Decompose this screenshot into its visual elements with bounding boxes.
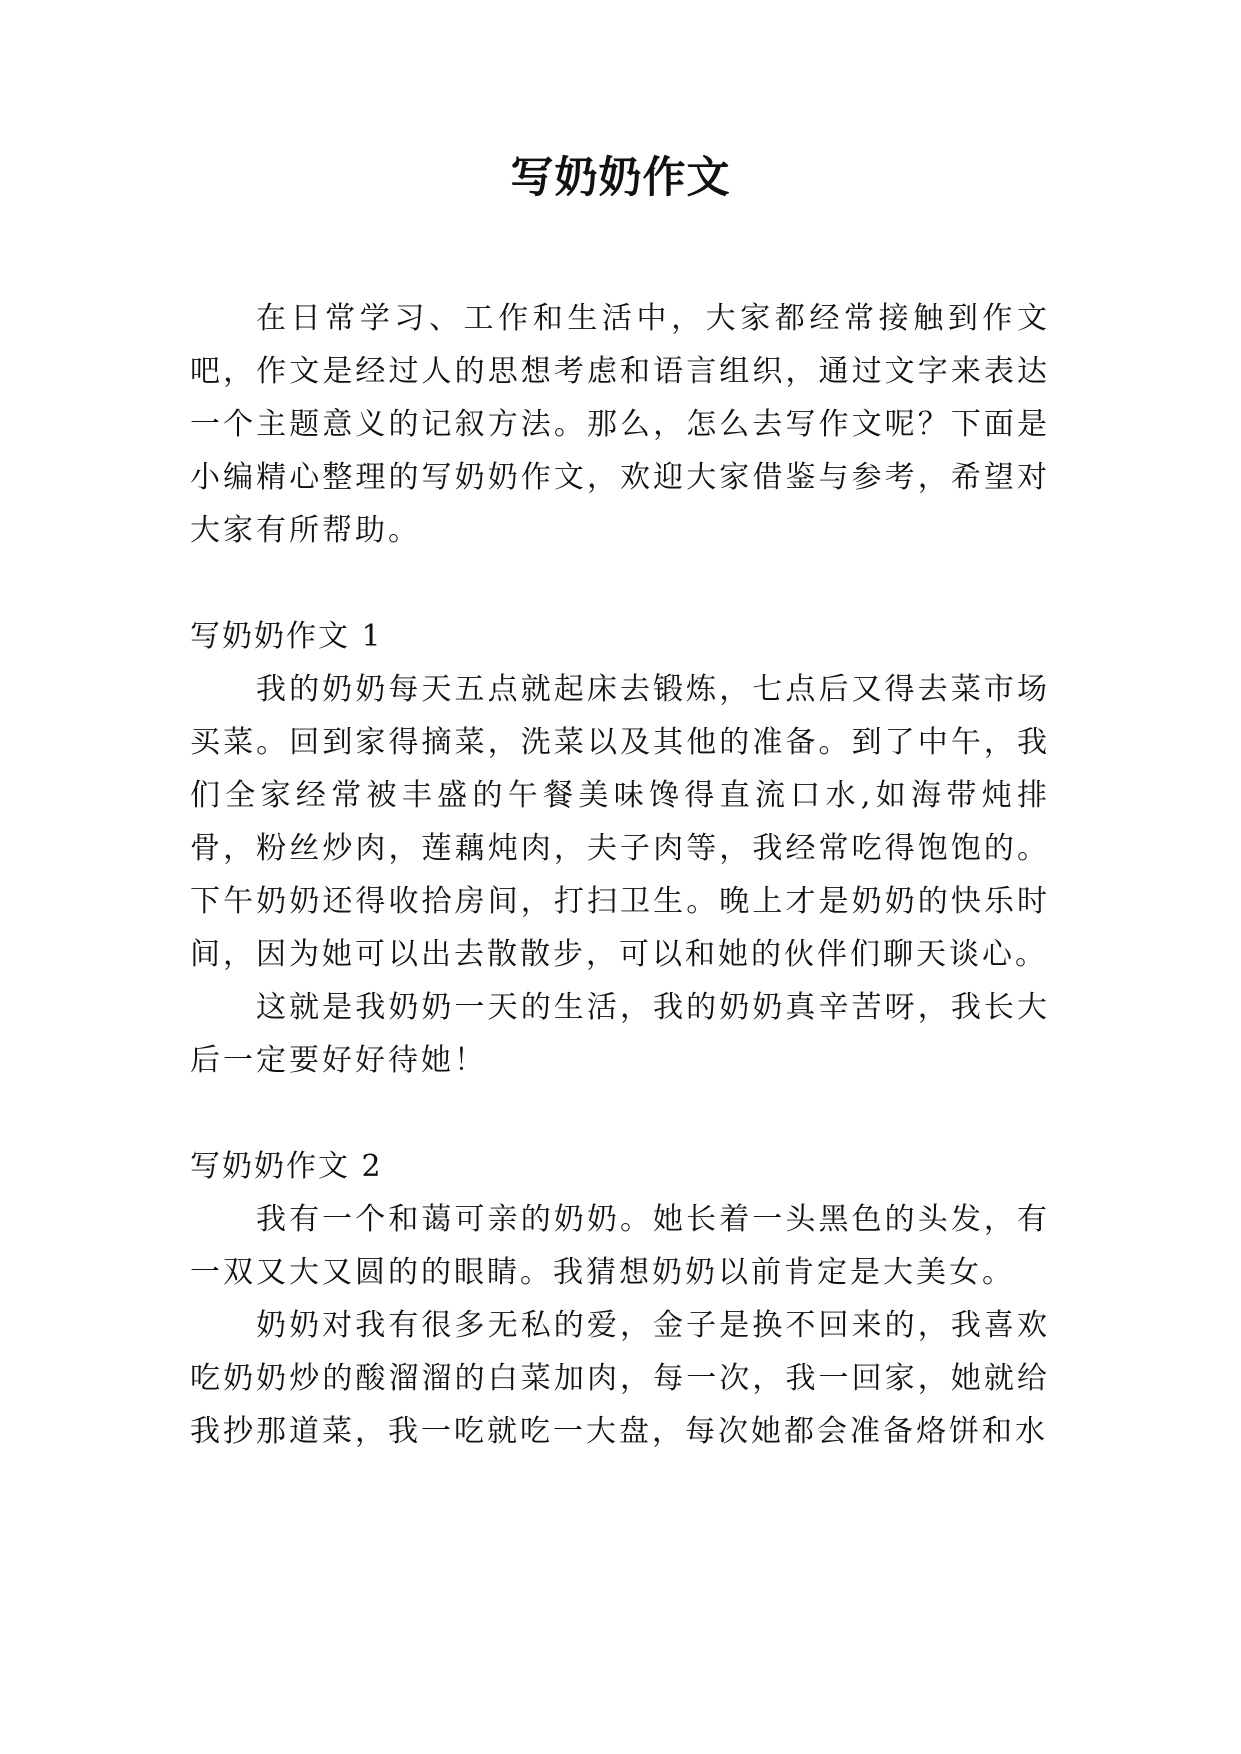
section-2-paragraph-2: 奶奶对我有很多无私的爱，金子是换不回来的，我喜欢吃奶奶炒的酸溜溜的白菜加肉，每一次，我一回家，她就给我抄那道菜，我一吃就吃一大盘，每次她都会准备烙饼和水 [190,1308,1050,1449]
section-heading-2: 写奶奶作文 2 [190,1149,383,1184]
intro-paragraph: 在日常学习、工作和生活中，大家都经常接触到作文吧，作文是经过人的思想考虑和语言组织，通过文字来表达一个主题意义的记叙方法。那么，怎么去写作文呢？下面是小编精心整理的写奶奶作文，欢迎大家借鉴与参考，希望对大家有所帮助。 [190,301,1050,548]
section-1-paragraph-2: 这就是我奶奶一天的生活，我的奶奶真辛苦呀，我长大后一定要好好待她！ [190,990,1050,1078]
section-2-paragraph-1: 我有一个和蔼可亲的奶奶。她长着一头黑色的头发，有一双又大又圆的的眼睛。我猜想奶奶以前肯定是大美女。 [190,1202,1050,1290]
section-heading-1: 写奶奶作文 1 [190,619,383,654]
document-title: 写奶奶作文 [510,153,731,203]
document-body [190,292,1050,1458]
section-1-paragraph-1: 我的奶奶每天五点就起床去锻炼，七点后又得去菜市场买菜。回到家得摘菜，洗菜以及其他的准备。到了中午，我们全家经常被丰盛的午餐美味馋得直流口水,如海带炖排骨，粉丝炒肉，莲藕炖肉，夫子肉等，我经常吃得饱饱的。下午奶奶还得收拾房间，打扫卫生。晚上才是奶奶的快乐时间，因为她可以出去散散步，可以和她的伙伴们聊天谈心。 [190,672,1050,972]
